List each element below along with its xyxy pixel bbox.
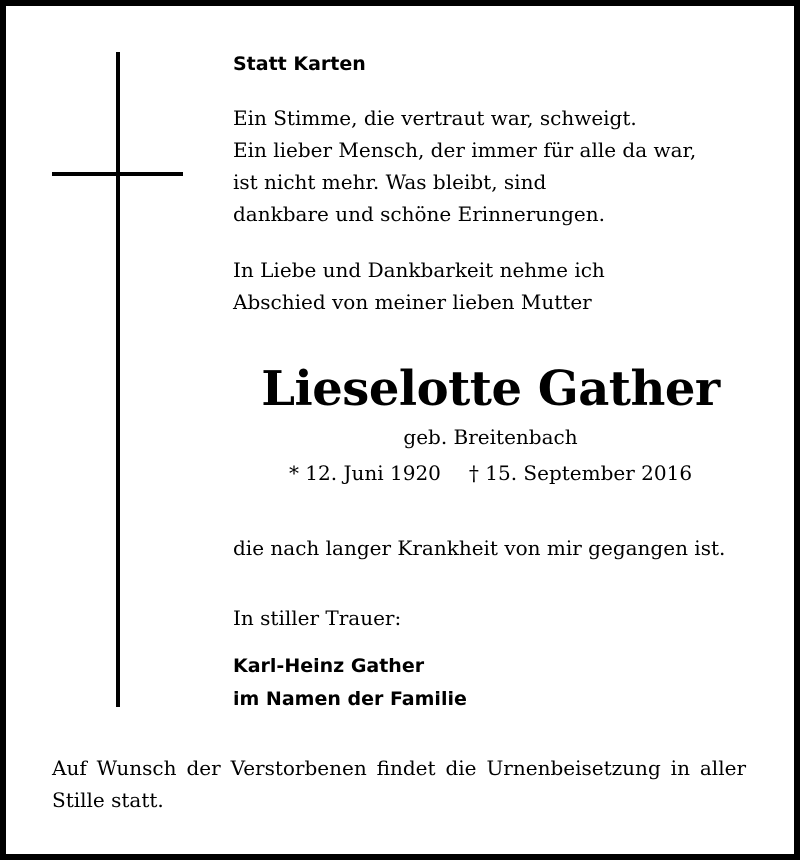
signature [233, 650, 467, 716]
death-date: † 15. September 2016 [468, 461, 693, 485]
cross-vertical-bar [116, 52, 120, 707]
signature-family: im Namen der Familie [233, 688, 467, 710]
mourning-text: In stiller Trauer: [233, 606, 402, 630]
intro-text [233, 254, 605, 318]
passed-text: die nach langer Krankheit von mir gegangen ist. [233, 536, 726, 560]
poem-line: Ein lieber Mensch, der immer für alle da war, [233, 138, 697, 162]
deceased-name: Lieselotte Gather [261, 361, 720, 417]
poem-line: ist nicht mehr. Was bleibt, sind [233, 170, 547, 194]
birth-date: * 12. Juni 1920 [288, 461, 441, 485]
life-dates [233, 457, 748, 489]
intro-line: Abschied von meiner lieben Mutter [233, 290, 592, 314]
intro-line: In Liebe und Dankbarkeit nehme ich [233, 258, 605, 282]
signature-name: Karl-Heinz Gather [233, 655, 425, 677]
footer-note: Auf Wunsch der Verstorbenen findet die Urnenbeisetzung in aller Stille statt. [52, 756, 746, 812]
maiden-name: geb. Breitenbach [403, 425, 578, 449]
notice-heading: Statt Karten [233, 53, 366, 75]
poem-line: Ein Stimme, die vertraut war, schweigt. [233, 106, 637, 130]
poem-line: dankbare und schöne Erinnerungen. [233, 202, 605, 226]
poem [233, 102, 696, 230]
cross-horizontal-bar [52, 172, 183, 176]
